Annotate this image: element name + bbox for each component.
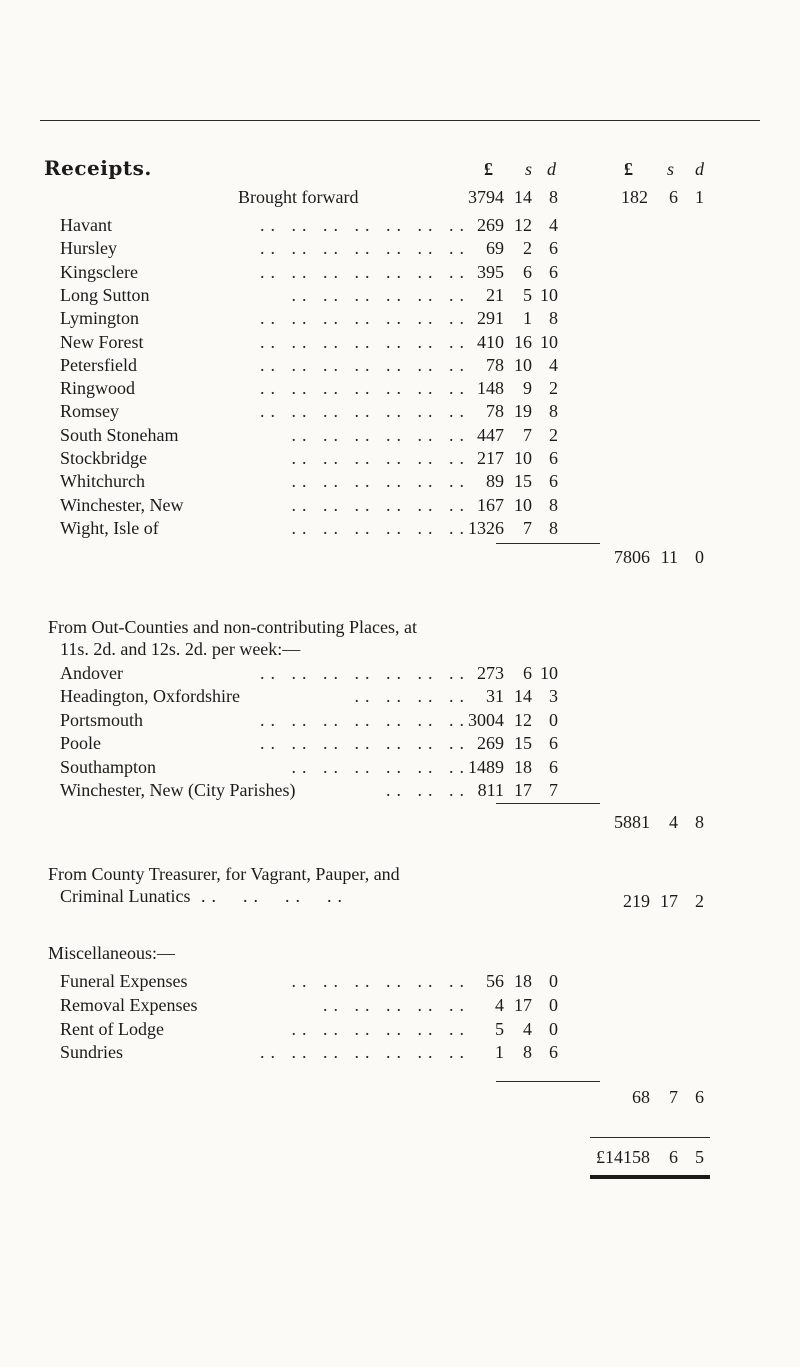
misc-item-amount-d: 0 <box>549 1018 558 1039</box>
district-name-text: Kingsclere <box>60 261 138 282</box>
district-name <box>60 331 144 353</box>
misc-item-name-text: Rent of Lodge <box>60 1018 164 1039</box>
district-name-text: Long Sutton <box>60 284 150 305</box>
misc-item-amount-d: 0 <box>549 994 558 1015</box>
district-name-text: Petersfield <box>60 354 137 375</box>
out-county-amount-d: 10 <box>540 663 558 683</box>
out-county-amount-s: 12 <box>514 709 532 730</box>
out-county-amount-l: 3004 <box>468 709 504 730</box>
district-leader-dots: .. .. .. .. .. .. <box>291 284 470 305</box>
district-amount-s: 1 <box>523 308 532 329</box>
district-leader-dots: .. .. .. .. .. .. .. <box>260 308 470 329</box>
brought-forward-pence: 8 <box>549 187 558 207</box>
district-name <box>60 354 137 376</box>
district-amount-l: 21 <box>486 284 504 305</box>
misc-item-amount-l: 5 <box>495 1018 504 1039</box>
misc-item-amount-l: 1 <box>495 1042 504 1063</box>
district-name <box>60 377 135 399</box>
district-amount-l: 69 <box>486 238 504 259</box>
district-amount-s: 7 <box>523 517 532 538</box>
district-amount-d: 6 <box>549 471 558 492</box>
district-leader-dots: .. .. .. .. .. .. .. <box>260 378 470 399</box>
misc-item-name <box>60 1018 164 1040</box>
out-county-leader-dots: .. .. .. .. .. .. .. <box>260 709 470 730</box>
header-pound-2: £ <box>624 159 633 179</box>
district-leader-dots: .. .. .. .. .. .. <box>291 517 470 538</box>
district-amount-l: 395 <box>477 261 504 282</box>
miscellaneous-title: Miscellaneous:— <box>48 943 175 963</box>
district-name <box>60 470 145 492</box>
out-counties-title-line2: 11s. 2d. and 12s. 2d. per week:— <box>60 639 301 659</box>
district-name-text: Romsey <box>60 401 120 422</box>
out-county-name <box>60 732 101 754</box>
out-county-leader-dots: .. .. .. .. <box>354 686 470 707</box>
grand-total-pounds: £14158 <box>596 1147 650 1167</box>
out-county-amount-d: 6 <box>549 756 558 777</box>
misc-item-amount-d: 0 <box>549 971 558 991</box>
district-amount-l: 269 <box>477 215 504 235</box>
district-amount-s: 16 <box>514 331 532 352</box>
district-amount-s: 12 <box>514 215 532 235</box>
district-name <box>60 261 138 283</box>
districts-total-pounds: 7806 <box>614 547 650 567</box>
district-amount-s: 10 <box>514 494 532 515</box>
out-counties-total-pounds: 5881 <box>614 812 650 832</box>
miscellaneous-total-shillings: 7 <box>669 1087 678 1107</box>
district-leader-dots: .. .. .. .. .. .. .. <box>260 401 470 422</box>
district-name-text: Wight, Isle of <box>60 517 159 538</box>
brought-forward-label: Brought forward <box>238 187 359 207</box>
out-county-leader-dots: .. .. .. .. .. .. <box>291 756 470 777</box>
district-amount-l: 89 <box>486 471 504 492</box>
brought-forward-shillings: 14 <box>514 187 532 207</box>
out-counties-title-line1: From Out-Counties and non-contributing Places, at <box>48 617 417 637</box>
out-county-name <box>60 685 240 707</box>
out-county-amount-l: 1489 <box>468 756 504 777</box>
district-name-text: Whitchurch <box>60 471 145 492</box>
district-amount-d: 6 <box>549 238 558 259</box>
out-county-name-text: Portsmouth <box>60 709 144 730</box>
district-leader-dots: .. .. .. .. .. .. .. <box>260 331 470 352</box>
district-amount-l: 217 <box>477 448 504 468</box>
misc-item-name <box>60 1041 123 1063</box>
out-county-name <box>60 756 156 778</box>
county-treasurer-total-shillings: 17 <box>660 891 678 911</box>
district-amount-d: 10 <box>540 284 558 305</box>
district-name-text: Stockbridge <box>60 448 147 468</box>
misc-item-name-text: Funeral Expenses <box>60 971 188 991</box>
district-amount-s: 10 <box>514 354 532 375</box>
district-name <box>60 307 139 329</box>
grand-total-bottom-rule <box>590 1175 710 1179</box>
district-name <box>60 237 117 259</box>
district-amount-d: 2 <box>549 424 558 445</box>
district-amount-s: 15 <box>514 471 532 492</box>
grand-total-shillings: 6 <box>669 1147 678 1167</box>
district-amount-s: 10 <box>514 448 532 468</box>
misc-item-amount-l: 56 <box>486 971 504 991</box>
out-county-amount-s: 18 <box>514 756 532 777</box>
district-amount-l: 291 <box>477 308 504 329</box>
district-amount-l: 148 <box>477 378 504 399</box>
district-amount-l: 78 <box>486 401 504 422</box>
district-leader-dots: .. .. .. .. .. .. <box>291 448 470 468</box>
brought-forward-pounds: 3794 <box>468 187 504 207</box>
out-county-amount-s: 14 <box>514 686 532 707</box>
district-name <box>60 494 184 516</box>
out-county-leader-dots: .. .. .. .. .. .. .. <box>260 663 470 683</box>
header-pound-1: £ <box>484 159 493 179</box>
out-county-leader-dots: .. .. .. <box>386 780 470 800</box>
out-county-name-text: Headington, Oxfordshire <box>60 686 240 707</box>
header-pence-1: d <box>547 159 556 179</box>
district-amount-d: 8 <box>549 401 558 422</box>
out-counties-subtotal-rule <box>496 803 600 804</box>
district-leader-dots: .. .. .. .. .. .. .. <box>260 261 470 282</box>
district-amount-l: 78 <box>486 354 504 375</box>
district-name <box>60 284 150 306</box>
district-name <box>60 424 179 446</box>
out-county-name <box>60 779 296 801</box>
district-amount-l: 410 <box>477 331 504 352</box>
out-county-name <box>60 709 143 731</box>
misc-item-leader-dots: .. .. .. .. .. .. <box>291 1018 470 1039</box>
county-treasurer-total-pounds: 219 <box>623 891 650 911</box>
out-county-amount-l: 31 <box>486 686 504 707</box>
out-counties-total-shillings: 4 <box>669 812 678 832</box>
misc-item-amount-l: 4 <box>495 994 504 1015</box>
county-treasurer-total-pence: 2 <box>695 891 704 911</box>
misc-item-leader-dots: .. .. .. .. .. .. <box>291 971 470 991</box>
district-name-text: Havant <box>60 215 112 235</box>
out-county-amount-l: 269 <box>477 733 504 754</box>
misc-item-amount-d: 6 <box>549 1042 558 1063</box>
county-treasurer-title-line1: From County Treasurer, for Vagrant, Pauper, and <box>48 864 400 884</box>
miscellaneous-total-pounds: 68 <box>632 1087 650 1107</box>
grand-total-pence: 5 <box>695 1147 704 1167</box>
district-name <box>60 214 112 236</box>
out-county-amount-s: 15 <box>514 733 532 754</box>
out-county-name-text: Winchester, New (City Parishes) <box>60 780 296 800</box>
district-amount-d: 4 <box>549 215 558 235</box>
district-name-text: New Forest <box>60 331 144 352</box>
misc-item-leader-dots: .. .. .. .. .. .. .. <box>260 1042 470 1063</box>
district-leader-dots: .. .. .. .. .. .. <box>291 471 470 492</box>
out-county-name-text: Poole <box>60 733 102 754</box>
district-amount-d: 4 <box>549 354 558 375</box>
misc-item-amount-s: 4 <box>523 1018 532 1039</box>
district-name <box>60 517 159 539</box>
out-county-amount-s: 17 <box>514 780 532 800</box>
misc-item-name <box>60 994 197 1016</box>
out-county-leader-dots: .. .. .. .. .. .. .. <box>260 733 470 754</box>
district-amount-s: 7 <box>523 424 532 445</box>
district-amount-s: 19 <box>514 401 532 422</box>
districts-subtotal-rule <box>496 543 600 544</box>
district-leader-dots: .. .. .. .. .. .. <box>291 494 470 515</box>
out-county-amount-d: 7 <box>549 780 558 800</box>
out-counties-total-pence: 8 <box>695 812 704 832</box>
district-leader-dots: .. .. .. .. .. .. <box>291 424 470 445</box>
top-rule <box>40 120 760 121</box>
miscellaneous-subtotal-rule <box>496 1081 600 1082</box>
district-amount-d: 10 <box>540 331 558 352</box>
district-name <box>60 447 147 469</box>
districts-total-shillings: 11 <box>660 547 678 567</box>
misc-item-amount-s: 18 <box>514 971 532 991</box>
district-amount-d: 6 <box>549 448 558 468</box>
out-county-name-text: Andover <box>60 663 123 683</box>
district-amount-s: 9 <box>523 378 532 399</box>
district-name-text: Winchester, New <box>60 494 184 515</box>
district-amount-l: 447 <box>477 424 504 445</box>
grand-total-top-rule <box>590 1137 710 1138</box>
district-amount-d: 8 <box>549 308 558 329</box>
misc-item-name-text: Sundries <box>60 1042 123 1063</box>
misc-item-amount-s: 17 <box>514 994 532 1015</box>
header-shilling-2: s <box>666 159 674 179</box>
district-amount-d: 2 <box>549 378 558 399</box>
misc-item-name <box>60 970 187 992</box>
out-county-amount-l: 811 <box>477 780 504 800</box>
out-county-amount-d: 6 <box>549 733 558 754</box>
district-leader-dots: .. .. .. .. .. .. .. <box>260 215 470 235</box>
district-name <box>60 400 119 422</box>
brought-forward-col2-pounds: 182 <box>621 187 648 207</box>
district-amount-s: 2 <box>523 238 532 259</box>
district-name-text: Ringwood <box>60 378 136 399</box>
header-pence-2: d <box>695 159 704 179</box>
header-shilling-1: s <box>524 159 532 179</box>
county-treasurer-title-line2: Criminal Lunatics .. .. .. .. <box>60 886 348 906</box>
miscellaneous-total-pence: 6 <box>695 1087 704 1107</box>
out-county-amount-d: 3 <box>549 686 558 707</box>
misc-item-leader-dots: .. .. .. .. .. <box>323 994 470 1015</box>
district-leader-dots: .. .. .. .. .. .. .. <box>260 238 470 259</box>
brought-forward-col2-shillings: 6 <box>669 187 678 207</box>
districts-total-pence: 0 <box>695 547 704 567</box>
district-leader-dots: .. .. .. .. .. .. .. <box>260 354 470 375</box>
district-amount-d: 6 <box>549 261 558 282</box>
district-name-text: South Stoneham <box>60 424 179 445</box>
district-amount-d: 8 <box>549 517 558 538</box>
misc-item-amount-s: 8 <box>523 1042 532 1063</box>
out-county-name-text: Southampton <box>60 756 157 777</box>
district-name-text: Lymington <box>60 308 140 329</box>
out-county-name <box>60 662 123 684</box>
district-amount-d: 8 <box>549 494 558 515</box>
district-amount-l: 167 <box>477 494 504 515</box>
out-county-amount-d: 0 <box>549 709 558 730</box>
district-amount-l: 1326 <box>468 517 504 538</box>
district-name-text: Hursley <box>60 238 117 259</box>
out-county-amount-s: 6 <box>523 663 532 683</box>
out-county-amount-l: 273 <box>477 663 504 683</box>
district-amount-s: 5 <box>523 284 532 305</box>
page-heading: Receipts. <box>44 156 152 180</box>
brought-forward-col2-pence: 1 <box>695 187 704 207</box>
district-amount-s: 6 <box>523 261 532 282</box>
misc-item-name-text: Removal Expenses <box>60 994 198 1015</box>
